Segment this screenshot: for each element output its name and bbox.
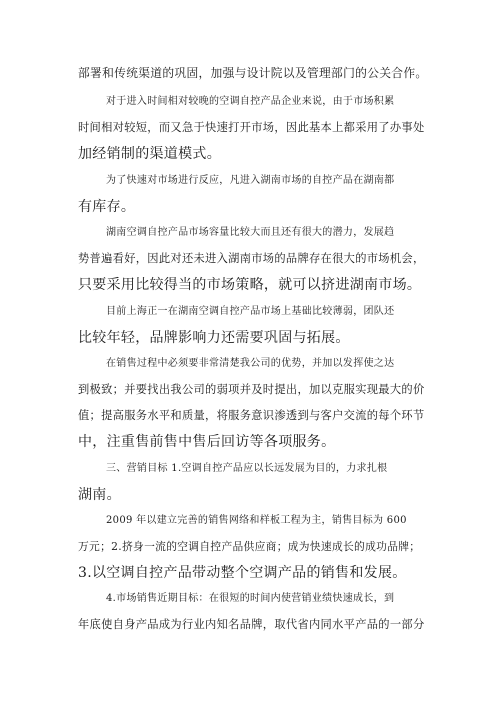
paragraph-6: [78, 351, 426, 455]
paragraph-4: [78, 220, 426, 298]
text-line: 为了快速对市场进行反应，凡进入湖南市场的自控产品在湖南都: [106, 175, 395, 186]
text-line: 三、营销目标 1.空调自控产品应以长远发展为目的，力求扎根: [106, 463, 388, 474]
text-line: 时间相对较短，而又急于快速打开市场，因此基本上都采用了办事处: [78, 121, 425, 134]
paragraph-5: [78, 299, 426, 351]
paragraph-7: [78, 456, 426, 508]
text-line: 2009 年以建立完善的销售网络和样板工程为主，销售目标为 600: [106, 515, 407, 526]
text-line: 势普遍看好，因此对还未进入湖南市场的品牌存在很大的市场机会，: [78, 252, 425, 265]
text-line: 对于进入时间相对较晚的空调自控产品企业来说，由于市场积累: [106, 96, 395, 107]
text-line: 中，注重售前售中售后回访等各项服务。: [78, 434, 336, 450]
text-line: 在销售过程中必须要非常清楚我公司的优势，并加以发挥使之达: [106, 358, 395, 369]
text-line: 年底使自身产品成为行业内知名品牌，取代省内同水平产品的一部分: [78, 618, 425, 631]
text-line: 到极致；并要找出我公司的弱项并及时提出，加以克服实现最大的价: [78, 383, 425, 396]
text-line: 4.市场销售近期目标：在很短的时间内使营销业绩快速成长，到: [106, 593, 395, 604]
text-line: 3.以空调自控产品带动整个空调产品的销售和发展。: [78, 565, 407, 581]
text-line: 值；提高服务水平和质量，将服务意识渗透到与客户交流的每个环节: [78, 409, 425, 422]
text-line: 有库存。: [78, 199, 136, 215]
text-line: 比较年轻，品牌影响力还需要巩固与拓展。: [78, 330, 350, 346]
paragraph-3: [78, 168, 426, 220]
paragraph-1: [78, 60, 426, 86]
text-line: 湖南空调自控产品市场容量比较大而且还有很大的潜力，发展趋: [106, 227, 395, 238]
paragraph-8: [78, 508, 426, 586]
text-line: 只要采用比较得当的市场策略，就可以挤进湖南市场。: [78, 277, 422, 293]
text-line: 部署和传统渠道的巩固，加强与设计院以及管理部门的公关合作。: [78, 66, 428, 80]
text-line: 目前上海正一在湖南空调自控产品市场上基础比较薄弱，团队还: [106, 306, 395, 317]
paragraph-2: [78, 89, 426, 167]
text-line: 湖南。: [78, 487, 121, 503]
text-line: 万元；2.挤身一流的空调自控产品供应商；成为快速成长的成功品牌；: [78, 540, 421, 553]
text-line: 加经销制的渠道模式。: [78, 146, 221, 162]
paragraph-9: [78, 586, 426, 638]
